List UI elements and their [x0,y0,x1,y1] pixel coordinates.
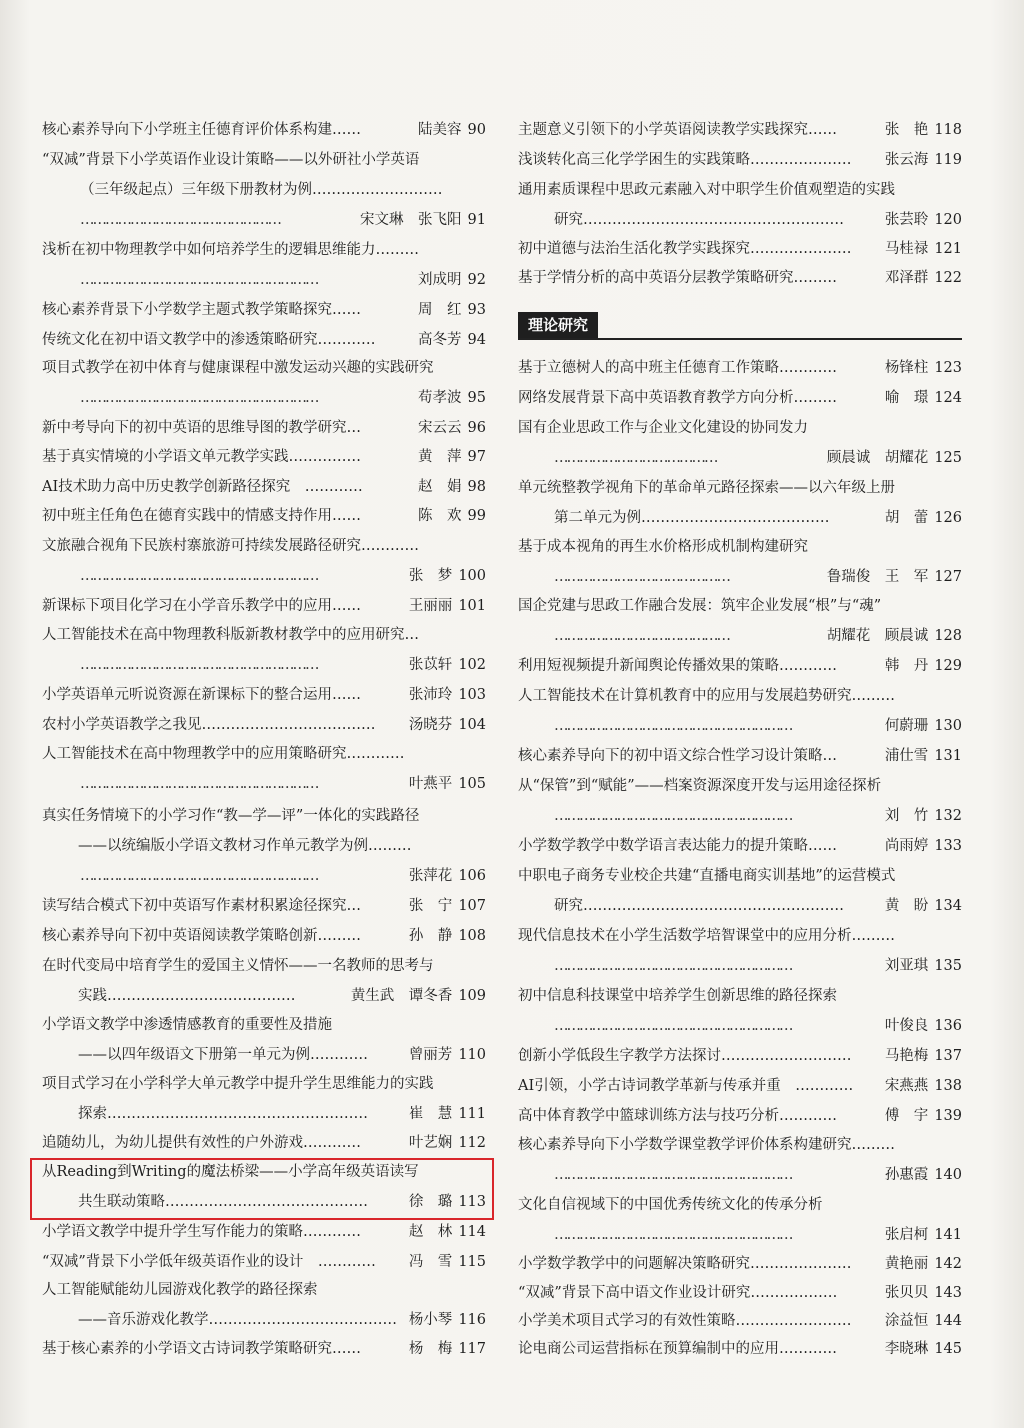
entry-author: 黄 萍 [418,449,462,465]
entry-page: 92 [467,272,486,288]
entry-title-cont: ——以四年级语文下册第一单元为例………… [78,1047,368,1063]
entry-author: 苟孝波 [418,390,462,406]
entry-author: 黄 盼 [884,898,929,914]
entry-author: 杨 梅 [408,1341,453,1357]
entry-author: 喻 璟 [884,390,929,406]
entry-title: 核心素养导向下的初中语文综合性学习设计策略… [518,748,837,764]
entry-page: 106 [458,868,486,884]
entry-page: 145 [934,1341,962,1357]
entry-title: 从“保管”到“赋能”——档案资源深度开发与运用途径探析 [518,778,882,794]
entry-page: 95 [467,390,486,406]
entry-leader: ………………………………………………… [80,776,318,792]
entry-page: 104 [458,717,486,733]
entry-title-cont: 第二单元为例………………………………… [554,510,830,526]
entry-author: 宋燕燕 [884,1078,929,1094]
entry-author: 孙 静 [408,928,453,944]
entry-author: 曾丽芳 [408,1047,453,1063]
entry-title: 人工智能技术在计算机教育中的应用与发展趋势研究……… [518,688,895,704]
entry-page: 137 [934,1048,962,1064]
entry-title: 基于立德树人的高中班主任德育工作策略………… [518,360,837,376]
entry-author: 张萍花 [408,868,453,884]
entry-page: 119 [934,152,962,168]
entry-author: 尚雨婷 [884,838,929,854]
entry-title: 现代信息技术在小学生活数学培智课堂中的应用分析……… [518,928,895,944]
entry-author: 马艳梅 [884,1048,929,1064]
entry-title: 新中考导向下的初中英语的思维导图的教学研究… [42,420,361,436]
toc-entry[interactable] [42,358,486,408]
entry-author: 何蔚珊 [884,718,929,734]
entry-title: 核心素养背景下小学数学主题式教学策略探究…… [42,302,361,318]
entry-leader: …………………………………… [554,628,729,644]
entry-author: 李晓琳 [884,1341,929,1357]
entry-page: 113 [458,1194,486,1210]
toc-entry[interactable] [42,956,486,1006]
entry-page: 143 [934,1285,962,1301]
toc-entry[interactable] [518,478,962,528]
entry-title: 小学美术项目式学习的有效性策略…………………… [518,1313,852,1329]
entry-title: 创新小学低段生字教学方法探讨……………………… [518,1048,852,1064]
entry-title: 通用素质课程中思政元素融入对中职学生价值观塑造的实践 [518,182,895,198]
entry-title: 主题意义引领下的小学英语阅读教学实践探究…… [518,122,837,138]
entry-author: 顾晨诚 胡耀花 [826,450,929,466]
entry-author: 汤晓芬 [408,717,453,733]
entry-author: 冯 雪 [408,1254,453,1270]
entry-page: 124 [934,390,962,406]
toc-entry[interactable] [518,776,962,826]
entry-page: 125 [934,450,962,466]
entry-title: 网络发展背景下高中英语教育教学方向分析……… [518,390,837,406]
toc-entry-highlighted[interactable] [42,1162,486,1212]
entry-leader: ………………………………………………… [80,568,318,584]
entry-page: 91 [467,212,486,228]
entry-leader: ………………………………… [554,450,717,466]
entry-leader: ………………………………………………… [554,958,792,974]
entry-author: 赵 林 [408,1224,453,1240]
entry-title: “双减”背景下小学英语作业设计策略——以外研社小学英语 [42,152,420,168]
entry-page: 99 [467,508,486,524]
entry-page: 112 [458,1135,486,1151]
entry-author: 高冬芳 [418,332,462,348]
entry-title: 浅析在初中物理教学中如何培养学生的逻辑思维能力……… [42,242,419,258]
entry-page: 126 [934,510,962,526]
toc-entry[interactable] [518,686,962,736]
entry-page: 101 [458,598,486,614]
entry-author: 杨小琴 [408,1312,453,1328]
entry-page: 93 [467,302,486,318]
entry-page: 141 [934,1227,962,1243]
entry-author: 张贝贝 [884,1285,929,1301]
entry-title: 读写结合模式下初中英语写作素材积累途径探究… [42,898,361,914]
entry-leader: ………………………………………………… [80,390,318,406]
entry-title: 国企党建与思政工作融合发展：筑牢企业发展“根”与“魂” [518,598,882,614]
entry-author: 邓泽群 [884,270,929,286]
entry-title: 单元统整教学视角下的革命单元路径探索——以六年级上册 [518,480,895,496]
entry-page: 128 [934,628,962,644]
entry-title: 小学英语单元听说资源在新课标下的整合运用…… [42,687,361,703]
entry-page: 103 [458,687,486,703]
entry-author: 张 梦 [408,568,453,584]
entry-leader: ………………………………………………… [554,808,792,824]
entry-page: 114 [458,1224,486,1240]
entry-leader: ………………………………………………… [554,1018,792,1034]
entry-page: 116 [458,1312,486,1328]
entry-page: 105 [458,776,486,792]
entry-page: 115 [458,1254,486,1270]
toc-entry[interactable] [42,1280,486,1330]
entry-title: 基于学情分析的高中英语分层教学策略研究……… [518,270,837,286]
entry-title: 人工智能赋能幼儿园游戏化教学的路径探索 [42,1282,318,1298]
entry-title-cont: 探索……………………………………………… [78,1106,368,1122]
entry-page: 131 [934,748,962,764]
entry-page: 133 [934,838,962,854]
toc-entry[interactable] [42,240,486,290]
entry-title: AI技术助力高中历史教学创新路径探究 ………… [42,479,363,495]
entry-author: 叶俊良 [884,1018,929,1034]
entry-author: 马桂禄 [884,241,929,257]
entry-page: 130 [934,718,962,734]
entry-leader: ………………………………………………… [554,1167,792,1183]
entry-title: 人工智能技术在高中物理教科版新教材教学中的应用研究… [42,627,419,643]
entry-title: 项目式教学在初中体育与健康课程中激发运动兴趣的实践研究 [42,360,434,376]
entry-page: 98 [467,479,486,495]
toc-entry[interactable] [518,986,962,1036]
entry-leader: ………………………………………………… [80,272,318,288]
entry-page: 110 [458,1047,486,1063]
entry-author: 赵 娟 [418,479,462,495]
entry-leader: ………………………………………………… [80,868,318,884]
entry-page: 139 [934,1108,962,1124]
entry-title: 利用短视频提升新闻舆论传播效果的策略………… [518,658,837,674]
toc-entry[interactable] [518,596,962,646]
entry-page: 108 [458,928,486,944]
toc-entry[interactable] [518,866,962,916]
entry-title: 小学数学教学中的问题解决策略研究………………… [518,1256,852,1272]
entry-title: 真实任务情境下的小学习作“教—学—评”一体化的实践路径 [42,808,420,824]
entry-page: 94 [467,332,486,348]
entry-author: 黄生武 谭冬香 [350,988,453,1004]
entry-title: 中职电子商务专业校企共建“直播电商实训基地”的运营模式 [518,868,896,884]
entry-author: 陈 欢 [418,508,462,524]
entry-title-cont: 实践………………………………… [78,988,296,1004]
entry-title: 新课标下项目化学习在小学音乐教学中的应用…… [42,598,361,614]
entry-page: 132 [934,808,962,824]
entry-title: 高中体育教学中篮球训练方法与技巧分析………… [518,1108,837,1124]
entry-page: 111 [458,1106,486,1122]
entry-author: 宋文琳 张飞阳 [360,212,462,228]
entry-page: 135 [934,958,962,974]
entry-title: 初中班主任角色在德育实践中的情感支持作用…… [42,508,361,524]
entry-page: 107 [458,898,486,914]
entry-title: “双减”背景下小学低年级英语作业的设计 ………… [42,1254,376,1270]
entry-author: 韩 丹 [884,658,929,674]
entry-title: 论电商公司运营指标在预算编制中的应用………… [518,1341,837,1357]
entry-author: 叶燕平 [408,776,453,792]
entry-title: 项目式学习在小学科学大单元教学中提升学生思维能力的实践 [42,1076,434,1092]
entry-title: 在时代变局中培育学生的爱国主义情怀——一名教师的思考与 [42,958,434,974]
entry-title: 基于成本视角的再生水价格形成机制构建研究 [518,539,808,555]
entry-title: 基于真实情境的小学语文单元教学实践…………… [42,449,361,465]
toc-entry[interactable] [518,418,962,468]
entry-author: 张启柯 [884,1227,929,1243]
entry-author: 杨锋柱 [884,360,929,376]
entry-title: 国有企业思政工作与企业文化建设的协同发力 [518,420,808,436]
entry-page: 129 [934,658,962,674]
entry-page: 140 [934,1167,962,1183]
entry-title-cont: 研究……………………………………………… [554,898,844,914]
entry-author: 张苡轩 [408,657,453,673]
entry-author: 胡 蕾 [884,510,929,526]
entry-page: 117 [458,1341,486,1357]
entry-title: 小学数学教学中数学语言表达能力的提升策略…… [518,838,837,854]
entry-title: 核心素养导向下小学数学课堂教学评价体系构建研究……… [518,1137,895,1153]
entry-title: 传统文化在初中语文教学中的渗透策略研究………… [42,332,376,348]
entry-author: 刘 竹 [884,808,929,824]
entry-author: 张云海 [884,152,929,168]
entry-title: 小学语文教学中提升学生写作能力的策略………… [42,1224,361,1240]
entry-page: 122 [934,270,962,286]
entry-title: 初中道德与法治生活化教学实践探究………………… [518,241,852,257]
entry-title: 从Reading到Writing的魔法桥梁——小学高年级英语读写 [42,1164,419,1180]
entry-title: 追随幼儿，为幼儿提供有效性的户外游戏………… [42,1135,361,1151]
toc-entry[interactable] [518,1135,962,1185]
entry-page: 100 [458,568,486,584]
entry-title: 小学语文教学中渗透情感教育的重要性及措施 [42,1017,332,1033]
entry-author: 涂益恒 [884,1313,929,1329]
entry-page: 102 [458,657,486,673]
toc-entry[interactable] [42,1074,486,1124]
entry-title: 核心素养导向下初中英语阅读教学策略创新……… [42,928,361,944]
entry-page: 90 [467,122,486,138]
entry-author: 刘成明 [418,272,462,288]
entry-author: 傅 宇 [884,1108,929,1124]
entry-author: 张芸聆 [884,212,929,228]
section-header [518,312,962,340]
entry-author: 鲁瑞俊 王 军 [826,569,929,585]
entry-page: 142 [934,1256,962,1272]
entry-leader: ………………………………………………… [554,1227,792,1243]
entry-title: 基于核心素养的小学语文古诗词教学策略研究…… [42,1341,361,1357]
entry-title: 核心素养导向下小学班主任德育评价体系构建…… [42,122,361,138]
entry-page: 138 [934,1078,962,1094]
entry-author: 徐 璐 [408,1194,453,1210]
toc-entry[interactable] [518,180,962,230]
entry-page: 127 [934,569,962,585]
toc-entry[interactable] [42,744,486,794]
entry-page: 118 [934,122,962,138]
entry-author: 周 红 [418,302,462,318]
entry-title-cont: （三年级起点）三年级下册教材为例……………………… [80,182,443,198]
entry-title-cont: ——音乐游戏化教学………………………………… [78,1312,397,1328]
entry-title: AI引领，小学古诗词教学革新与传承并重 ………… [518,1078,854,1094]
entry-author: 张沛玲 [408,687,453,703]
entry-author: 陆美容 [418,122,462,138]
entry-author: 宋云云 [418,420,462,436]
entry-author: 张 艳 [884,122,929,138]
entry-page: 96 [467,420,486,436]
toc-entry[interactable] [518,1195,962,1245]
entry-page: 134 [934,898,962,914]
entry-page: 109 [458,988,486,1004]
entry-title: “双减”背景下高中语文作业设计研究……………… [518,1285,838,1301]
entry-leader: ………………………………………………… [554,718,792,734]
toc-entry[interactable] [42,1015,486,1065]
entry-title-cont: 研究……………………………………………… [554,212,844,228]
entry-author: 张 宁 [408,898,453,914]
entry-title-cont: ——以统编版小学语文教材习作单元教学为例……… [78,838,412,854]
toc-entry[interactable] [518,537,962,587]
entry-author: 黄艳丽 [884,1256,929,1272]
entry-title-cont: 共生联动策略…………………………………… [78,1194,368,1210]
entry-author: 崔 慧 [408,1106,453,1122]
entry-author: 王丽丽 [408,598,453,614]
entry-leader: …………………………………… [554,569,729,585]
entry-page: 121 [934,241,962,257]
entry-author: 胡耀花 顾晨诚 [826,628,929,644]
entry-author: 孙惠霞 [884,1167,929,1183]
entry-title: 初中信息科技课堂中培养学生创新思维的路径探索 [518,988,837,1004]
entry-leader: ………………………………………………… [80,657,318,673]
entry-title: 文化自信视域下的中国优秀传统文化的传承分析 [518,1197,823,1213]
section-title: 理论研究 [518,312,598,338]
entry-leader: ………………………………………… [80,212,280,228]
toc-entry[interactable] [42,536,486,586]
entry-title: 文旅融合视角下民族村寨旅游可持续发展路径研究………… [42,538,419,554]
entry-author: 叶艺娴 [408,1135,453,1151]
entry-page: 120 [934,212,962,228]
entry-author: 浦仕雪 [884,748,929,764]
toc-entry[interactable] [42,625,486,675]
entry-title: 农村小学英语教学之我见……………………………… [42,717,376,733]
entry-page: 144 [934,1313,962,1329]
entry-page: 123 [934,360,962,376]
entry-title: 人工智能技术在高中物理教学中的应用策略研究………… [42,746,405,762]
entry-page: 97 [467,449,486,465]
entry-author: 刘亚琪 [884,958,929,974]
entry-title: 浅谈转化高三化学学困生的实践策略………………… [518,152,852,168]
toc-entry[interactable] [518,926,962,976]
entry-page: 136 [934,1018,962,1034]
